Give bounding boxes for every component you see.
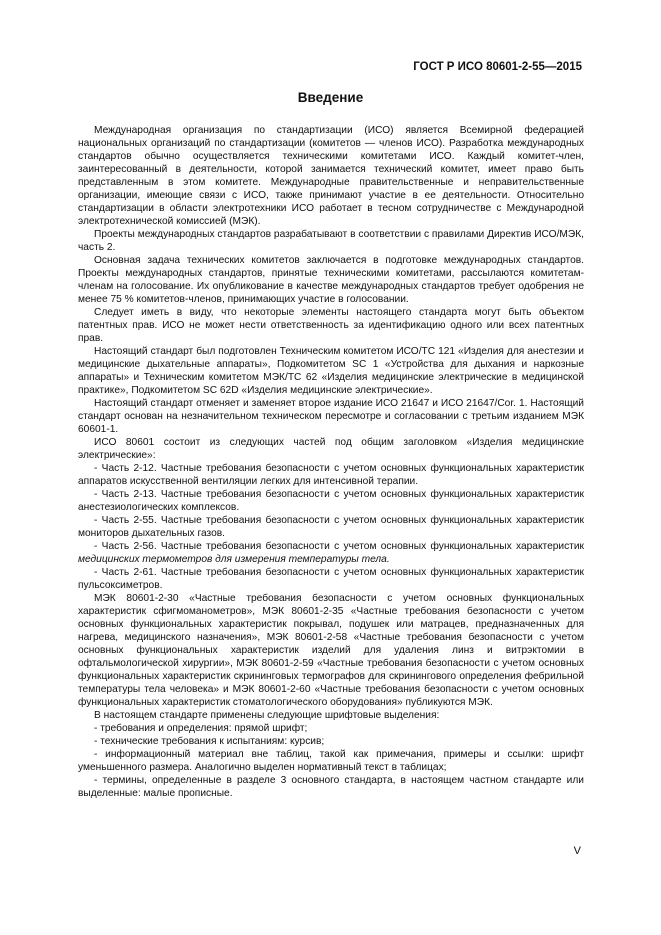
part-2-56-italic: медицинских термометров для измерения температуры тела. (78, 554, 390, 565)
page-number: V (573, 845, 581, 857)
paragraph-prepared-by: Настоящий стандарт был подготовлен Техническим комитетом ИСО/ТС 121 «Изделия для анестезии и медицинские дыхательные аппараты», Подкомитетом SC 1 «Устройства для дыхания и наркозные аппараты» и Техническим комитетом МЭК/ТС 62 «Изделия медицинские электрические в медицинской практике», Подкомитетом SC 62D «Изделия медицинские электрические». (78, 346, 584, 396)
body-text (78, 124, 584, 800)
list-item-font-requirements: - требования и определения: прямой шрифт; (94, 723, 308, 734)
list-item-font-informative: - информационный материал вне таблиц, такой как примечания, примеры и ссылки: шрифт уменьшенного размера. Аналогично выделен нормативный текст в таблицах; (78, 749, 584, 773)
paragraph-fonts-intro: В настоящем стандарте применены следующие шрифтовые выделения: (94, 710, 440, 721)
paragraph-patents: Следует иметь в виду, что некоторые элементы настоящего стандарта могут быть объектом патентных прав. ИСО не может нести ответственность за идентификацию одного или всех патентных прав. (78, 307, 584, 344)
list-item-part-2-55: - Часть 2-55. Частные требования безопасности с учетом основных функциональных характеристик мониторов дыхательных газов. (78, 515, 584, 539)
paragraph-iso-intro: Международная организация по стандартизации (ИСО) является Всемирной федерацией национальных организаций по стандартизации (комитетов — членов ИСО). Разработка международных стандартов обычно осуществляется техническими комитетами ИСО. Каждый комитет-член, заинтересованный в деятельности, которой занимается технический комитет, имеет право быть представленным в этом комитете. Международные правительственные и неправительственные организации, имеющие связи с ИСО, также принимают участие в ее деятельности. Относительно стандартизации в области электротехники ИСО работает в тесном сотрудничестве с Международной электротехнической комиссией (МЭК). (78, 125, 584, 227)
standard-code: ГОСТ Р ИСО 80601-2-55—2015 (413, 61, 582, 73)
list-item-part-2-56 (78, 540, 584, 566)
paragraph-main-task: Основная задача технических комитетов заключается в подготовке международных стандартов. Проекты международных стандартов, принятые техническими комитетами, рассылаются комитетам-членам на голосование. Их опубликование в качестве международных стандартов требует одобрения не менее 75 % комитетов-членов, принимающих участие в голосовании. (78, 255, 584, 305)
list-item-part-2-61: - Часть 2-61. Частные требования безопасности с учетом основных функциональных характеристик пульсоксиметров. (78, 567, 584, 591)
paragraph-directives: Проекты международных стандартов разрабатывают в соответствии с правилами Директив ИСО/МЭК, часть 2. (78, 229, 584, 253)
list-item-font-tests: - технические требования к испытаниям: курсив; (94, 736, 325, 747)
paragraph-replaces: Настоящий стандарт отменяет и заменяет второе издание ИСО 21647 и ИСО 21647/Cor. 1. Настоящий стандарт основан на незначительном техническом пересмотре и согласовании с третьим изданием МЭК 60601-1. (78, 398, 584, 435)
list-item-part-2-13: - Часть 2-13. Частные требования безопасности с учетом основных функциональных характеристик анестезиологических комплексов. (78, 489, 584, 513)
part-2-56-text: - Часть 2-56. Частные требования безопасности с учетом основных функциональных характеристик (94, 541, 584, 552)
list-item-font-terms: - термины, определенные в разделе 3 основного стандарта, в настоящем частном стандарте или выделенные: малые прописные. (78, 775, 584, 799)
list-item-part-2-12: - Часть 2-12. Частные требования безопасности с учетом основных функциональных характеристик аппаратов искусственной вентиляции легких для интенсивной терапии. (78, 463, 584, 487)
paragraph-iec-publications: МЭК 80601-2-30 «Частные требования безопасности с учетом основных функциональных характеристик сфигмоманометров», МЭК 80601-2-35 «Частные требования безопасности с учетом основных функциональных характеристик покрывал, подушек или матрацев, предназначенных для нагрева, медицинского назначения», МЭК 80601-2-58 «Частные требования безопасности с учетом основных функциональных характеристик изделий для удаления линз и витрэктомии в офтальмологической хирургии», МЭК 80601-2-59 «Частные требования безопасности с учетом основных функциональных характеристик скрининговых термографов для скринингового определения фебрильной температуры тела человека» и МЭК 80601-2-60 «Частные требования безопасности с учетом основных функциональных характеристик стоматологического оборудования» публикуются МЭК. (78, 593, 584, 708)
page-title: Введение (297, 90, 364, 105)
paragraph-parts-intro: ИСО 80601 состоит из следующих частей под общим заголовком «Изделия медицинские электрические»: (78, 437, 584, 461)
